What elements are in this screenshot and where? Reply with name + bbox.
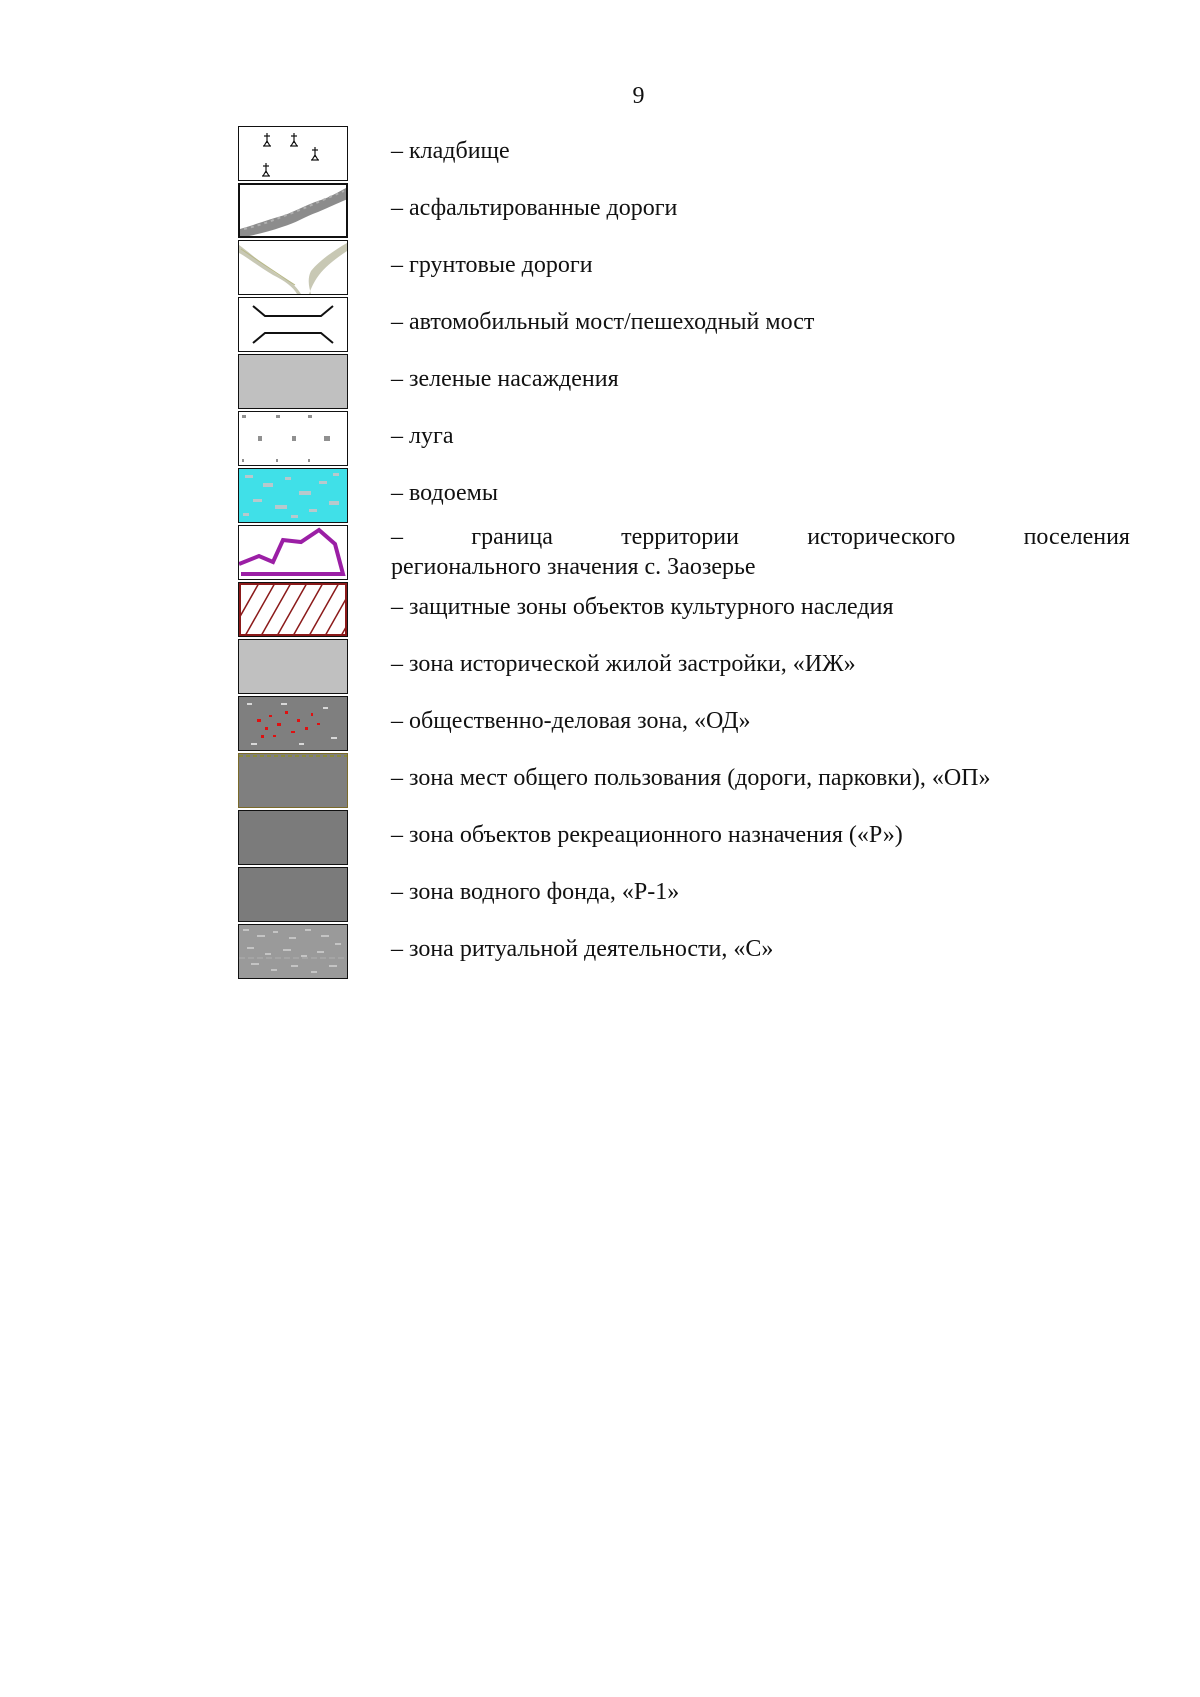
bridge-icon: [238, 297, 348, 352]
water-body-icon: [238, 468, 348, 523]
legend-item-water-fund: [238, 867, 1130, 924]
legend-item-meadows: [238, 411, 1130, 468]
legend-item-heritage-protection: [238, 582, 1130, 639]
legend-label: – грунтовые дороги: [391, 252, 593, 278]
legend-label: – зона объектов рекреационного назначения («Р»): [391, 822, 903, 848]
public-use-icon: [238, 753, 348, 808]
legend-item-public-business: [238, 696, 1130, 753]
dirt-road-icon: [238, 240, 348, 295]
historic-boundary-icon: [238, 525, 348, 580]
legend-item-asphalt-roads: [238, 183, 1130, 240]
heritage-protection-icon: [238, 582, 348, 637]
legend-label: – луга: [391, 423, 454, 449]
meadow-icon: [238, 411, 348, 466]
legend-label: – зеленые насаждения: [391, 366, 619, 392]
legend-label: – водоемы: [391, 480, 498, 506]
legend-label: – зона исторической жилой застройки, «ИЖ»: [391, 651, 856, 677]
legend-item-historic-boundary: [238, 525, 1130, 582]
page-number: 9: [632, 83, 645, 109]
ritual-zone-icon: [238, 924, 348, 979]
legend-label: – защитные зоны объектов культурного наследия: [391, 594, 894, 620]
historic-residential-icon: [238, 639, 348, 694]
legend-label: – зона водного фонда, «Р-1»: [391, 879, 680, 905]
legend-item-bridge: [238, 297, 1130, 354]
water-fund-icon: [238, 867, 348, 922]
legend-item-water-bodies: [238, 468, 1130, 525]
cemetery-icon: [238, 126, 348, 181]
legend-label: – общественно-деловая зона, «ОД»: [391, 708, 751, 734]
green-spaces-icon: [238, 354, 348, 409]
legend-item-historic-residential: [238, 639, 1130, 696]
legend-item-dirt-roads: [238, 240, 1130, 297]
recreation-icon: [238, 810, 348, 865]
public-business-icon: [238, 696, 348, 751]
legend-item-recreation: [238, 810, 1130, 867]
legend-label: – граница территории исторического поселения регионального значения с. Заозерье: [391, 524, 1130, 580]
legend-label: – асфальтированные дороги: [391, 195, 678, 221]
legend-label: – зона ритуальной деятельности, «С»: [391, 936, 774, 962]
legend-item-cemetery: [238, 126, 1130, 183]
legend-label: – зона мест общего пользования (дороги, парковки), «ОП»: [391, 765, 991, 791]
asphalt-road-icon: [238, 183, 348, 238]
legend-item-public-use: [238, 753, 1130, 810]
legend-item-ritual-zone: [238, 924, 1130, 981]
legend-item-green-spaces: [238, 354, 1130, 411]
legend-label: – автомобильный мост/пешеходный мост: [391, 309, 815, 335]
legend-label: – кладбище: [391, 138, 510, 164]
